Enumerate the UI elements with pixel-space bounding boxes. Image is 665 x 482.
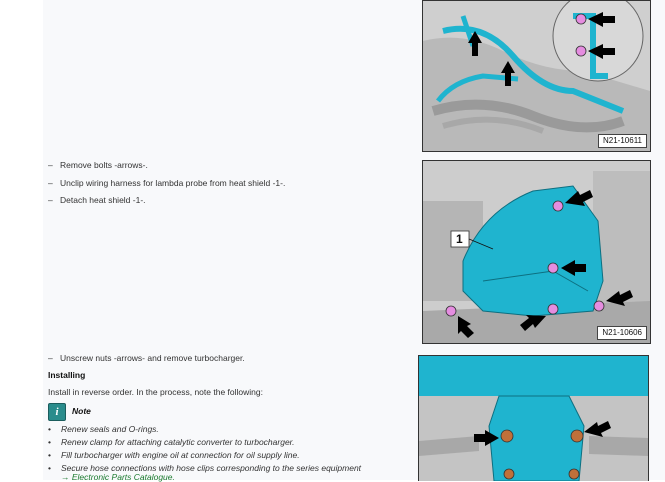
step-item (48, 195, 146, 205)
bullet-dot: • (48, 450, 51, 460)
info-note-icon: i (48, 403, 66, 421)
note-bullet (48, 424, 159, 434)
callout-number: 1 (456, 232, 463, 246)
note-title: Note (72, 406, 91, 416)
step-dash: – (48, 160, 53, 170)
bullet-dot: • (48, 463, 51, 473)
figure-hose-connections (422, 0, 651, 152)
step-dash: – (48, 178, 53, 188)
note-bullet-text: Renew clamp for attaching catalytic converter to turbocharger. (61, 437, 295, 447)
figure-heat-shield (422, 160, 651, 344)
note-bullet-text: Fill turbocharger with engine oil at connection for oil supply line. (61, 450, 300, 460)
section-heading-installing: Installing (48, 370, 86, 380)
step-item (48, 160, 148, 170)
note-bullet (48, 450, 300, 460)
step-text: Unclip wiring harness for lambda probe from heat shield -1-. (60, 178, 286, 188)
note-bullet-text: Renew seals and O-rings. (61, 424, 159, 434)
installing-intro: Install in reverse order. In the process, note the following: (48, 387, 263, 397)
note-bullet-text: Secure hose connections with hose clips corresponding to the series equipment (61, 463, 362, 473)
figure-heat-shield-drawing (423, 161, 650, 343)
figure-label: N21-10606 (597, 326, 647, 340)
electronic-parts-catalogue-link[interactable]: → Electronic Parts Catalogue. (61, 472, 175, 482)
step-text: Detach heat shield -1-. (60, 195, 146, 205)
step-item (48, 178, 285, 188)
step-dash: – (48, 353, 53, 363)
step-item (48, 353, 245, 363)
step-text: Unscrew nuts -arrows- and remove turbocharger. (60, 353, 245, 363)
step-text: Remove bolts -arrows-. (60, 160, 148, 170)
figure-hose-connections-drawing (423, 1, 650, 151)
figure-turbocharger-nuts-drawing (419, 356, 648, 481)
bullet-dot: • (48, 424, 51, 434)
figure-label: N21-10611 (598, 134, 647, 148)
figure-turbocharger-nuts (418, 355, 649, 481)
note-bullet (48, 437, 295, 447)
step-dash: – (48, 195, 53, 205)
bullet-dot: • (48, 437, 51, 447)
